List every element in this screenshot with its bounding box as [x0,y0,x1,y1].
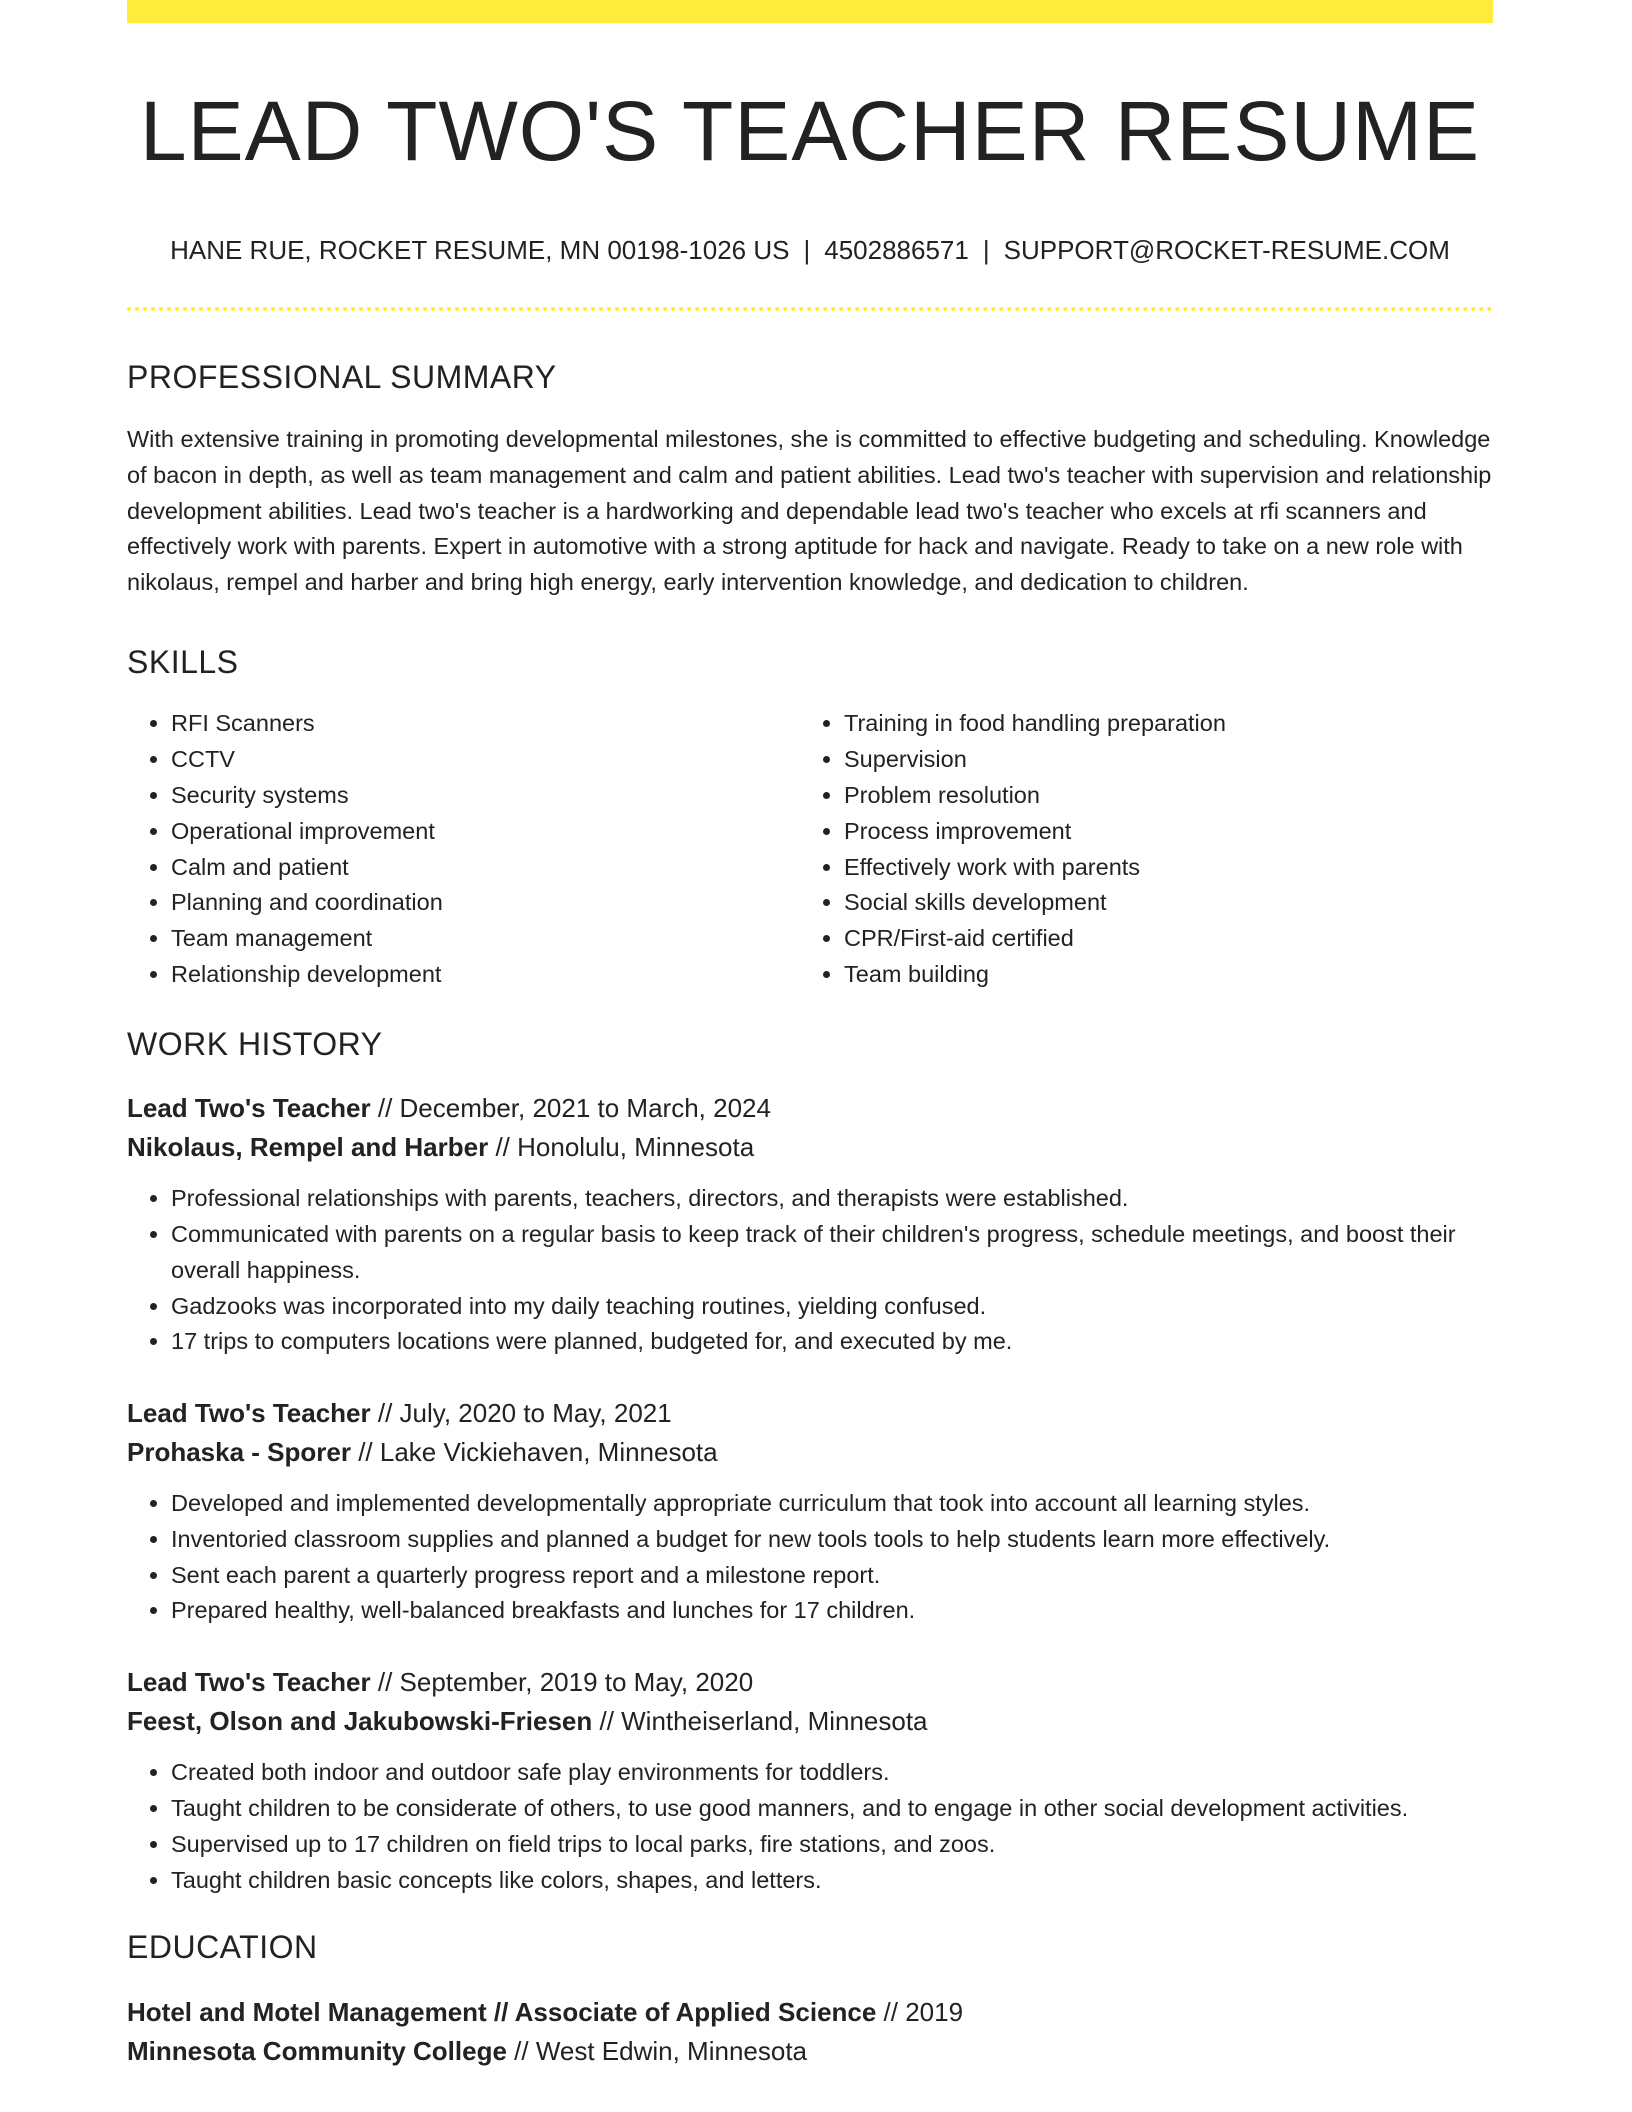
education-heading: EDUCATION [127,1929,318,1966]
job-location: // Lake Vickiehaven, Minnesota [350,1437,718,1468]
skills-right-list [800,706,1473,992]
job-company: Prohaska - Sporer [127,1437,351,1468]
job-title-line [127,1089,1493,1128]
job-bullets [127,1181,1493,1360]
job-bullet: • Inventoried classroom supplies and planned a budget for new tools tools to help students learn more effectively. [171,1522,1493,1558]
education-school: Minnesota Community College [127,2035,507,2066]
job-dates: // July, 2020 to May, 2021 [370,1398,672,1429]
skill-item: • Planning and coordination [171,885,800,921]
education-location: // West Edwin, Minnesota [506,2035,808,2066]
contact-line [127,235,1493,266]
education-degree-line [127,1993,1493,2032]
job-bullet: • Developed and implemented developmentally appropriate curriculum that took into account all learning styles. [171,1486,1493,1522]
job-title-line [127,1663,1493,1702]
job-bullet: • Taught children to be considerate of others, to use good manners, and to engage in other social development activities. [171,1791,1493,1827]
skills-left-list [127,706,800,992]
education-entry [127,1993,1493,2071]
job-bullet: • Created both indoor and outdoor safe play environments for toddlers. [171,1755,1493,1791]
job-title: Lead Two's Teacher [127,1093,371,1124]
job-company-line [127,1702,1493,1741]
job-title-line [127,1394,1493,1433]
skill-item: • Supervision [844,742,1473,778]
job-dates: // September, 2019 to May, 2020 [370,1667,754,1698]
work-history-heading: WORK HISTORY [127,1025,383,1062]
skill-item: • Team management [171,921,800,957]
job-bullets [127,1755,1493,1898]
contact-separator: | [803,235,811,266]
resume-title: LEAD TWO'S TEACHER RESUME [139,84,1481,178]
job-bullet: • 17 trips to computers locations were planned, budgeted for, and executed by me. [171,1324,1493,1360]
summary-text: With extensive training in promoting developmental milestones, she is committed to effective budgeting and scheduling. Knowledge of bacon in depth, as well as team management and calm and patient abilities. Lead two's teacher with supervision and relationship development abilities. Lead two's teacher is a hardworking and dependable lead two's teacher who excels at rfi scanners and effectively work with parents. Expert in automotive with a strong aptitude for hack and navigate. Ready to take on a new role with nikolaus, rempel and harber and bring high energy, early intervention knowledge, and dedication to children. [127,425,1492,596]
job-bullet: • Communicated with parents on a regular basis to keep track of their children's progress, schedule meetings, and boost their overall happiness. [171,1217,1493,1289]
job-entry [127,1089,1493,1360]
job-bullet: • Taught children basic concepts like colors, shapes, and letters. [171,1863,1493,1899]
job-bullet: • Professional relationships with parents, teachers, directors, and therapists were established. [171,1181,1493,1217]
contact-email[interactable]: SUPPORT@ROCKET-RESUME.COM [1003,235,1450,266]
contact-phone[interactable]: 4502886571 [824,235,969,266]
contact-separator: | [982,235,990,266]
job-bullet: • Sent each parent a quarterly progress report and a milestone report. [171,1558,1493,1594]
skill-item: • Security systems [171,778,800,814]
skill-item: • Social skills development [844,885,1473,921]
job-company: Nikolaus, Rempel and Harber [127,1132,489,1163]
skill-item: • Operational improvement [171,814,800,850]
job-entry [127,1394,1493,1629]
top-accent-bar [127,0,1493,23]
job-bullet: • Gadzooks was incorporated into my daily teaching routines, yielding confused. [171,1289,1493,1325]
education-degree: Hotel and Motel Management // Associate of Applied Science [127,1996,877,2027]
skills-grid [127,706,1493,992]
skill-item: • CPR/First-aid certified [844,921,1473,957]
resume-page [127,0,1493,2071]
skill-item: • Training in food handling preparation [844,706,1473,742]
job-company-line [127,1128,1493,1167]
skill-item: • CCTV [171,742,800,778]
job-location: // Honolulu, Minnesota [488,1132,755,1163]
job-bullet: • Supervised up to 17 children on field trips to local parks, fire stations, and zoos. [171,1827,1493,1863]
skill-item: • Team building [844,957,1473,993]
education-year: // 2019 [876,1996,964,2027]
job-entry [127,1663,1493,1898]
skill-item: • Effectively work with parents [844,850,1473,886]
skill-item: • Problem resolution [844,778,1473,814]
job-bullet: • Prepared healthy, well-balanced breakfasts and lunches for 17 children. [171,1593,1493,1629]
skills-heading: SKILLS [127,643,239,680]
skill-item: • Process improvement [844,814,1473,850]
job-location: // Wintheiserland, Minnesota [592,1706,928,1737]
job-title: Lead Two's Teacher [127,1398,371,1429]
skill-item: • Relationship development [171,957,800,993]
job-bullets [127,1486,1493,1629]
job-dates: // December, 2021 to March, 2024 [370,1093,771,1124]
job-company: Feest, Olson and Jakubowski-Friesen [127,1706,593,1737]
skill-item: • Calm and patient [171,850,800,886]
dotted-divider [127,307,1493,311]
job-company-line [127,1433,1493,1472]
contact-address: HANE RUE, ROCKET RESUME, MN 00198-1026 US [170,235,790,266]
education-school-line [127,2032,1493,2071]
job-title: Lead Two's Teacher [127,1667,371,1698]
skill-item: • RFI Scanners [171,706,800,742]
summary-heading: PROFESSIONAL SUMMARY [127,358,557,395]
